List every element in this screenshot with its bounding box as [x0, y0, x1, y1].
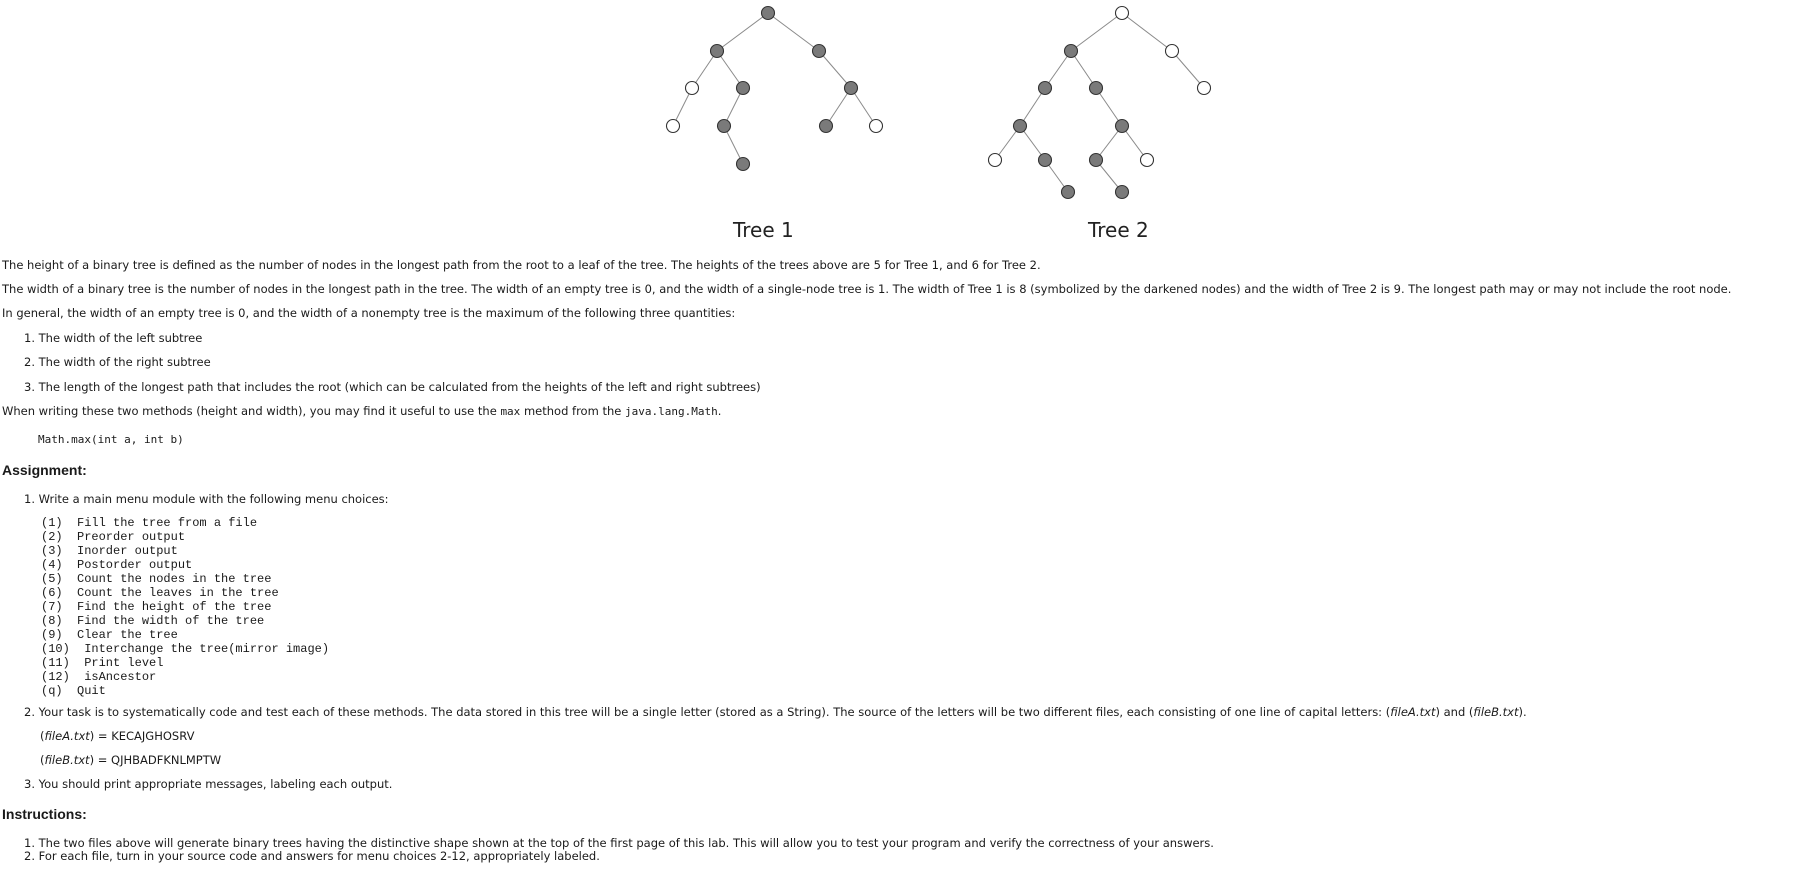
tree1-edge — [819, 51, 851, 88]
menu-choice: (11) Print level — [41, 656, 164, 670]
tree2-dark-node — [1116, 120, 1129, 133]
tree2-dark-node — [1062, 186, 1075, 199]
tree2-light-node — [1166, 45, 1179, 58]
general-definition: In general, the width of an empty tree is 0, and the width of a nonempty tree is the maximum of the following three quantities: — [2, 306, 736, 320]
quantity-item-2: 2. The width of the right subtree — [24, 355, 211, 369]
assignment-item-3: 3. You should print appropriate messages, labeling each output. — [24, 777, 393, 791]
menu-choice: (12) isAncestor — [41, 670, 157, 684]
tree2-light-node — [989, 154, 1002, 167]
tree2-light-node — [1198, 82, 1211, 95]
tree1-nodes — [667, 7, 883, 171]
fileB-contents: (fileB.txt) = QJHBADFKNLMPTW — [40, 753, 222, 767]
tree1-dark-node — [718, 120, 731, 133]
assignment-heading: Assignment: — [2, 462, 87, 478]
tree-diagrams — [0, 0, 1798, 230]
instruction-item-1: 1. The two files above will generate binary trees having the distinctive shape shown at the top of the first page of this lab. This will allow you to test your program and verify the correctness of your answers. — [24, 836, 1214, 850]
menu-choice: (1) Fill the tree from a file — [41, 516, 258, 530]
max-code: max — [500, 405, 521, 418]
tree1-light-node — [686, 82, 699, 95]
instruction-item-2: 2. For each file, turn in your source code and answers for menu choices 2-12, appropriately labeled. — [24, 849, 600, 863]
tree1-dark-node — [762, 7, 775, 20]
menu-choice: (3) Inorder output — [41, 544, 178, 558]
quantity-item-3: 3. The length of the longest path that includes the root (which can be calculated from the heights of the left and right subtrees) — [24, 380, 761, 394]
menu-choice: (2) Preorder output — [41, 530, 186, 544]
tree1-dark-node — [845, 82, 858, 95]
menu-choice: (4) Postorder output — [41, 558, 193, 572]
tree1-dark-node — [737, 82, 750, 95]
menu-choice: (10) Interchange the tree(mirror image) — [41, 642, 330, 656]
quantity-item-1: 1. The width of the left subtree — [24, 331, 203, 345]
tree2-dark-node — [1090, 154, 1103, 167]
tree1-dark-node — [820, 120, 833, 133]
tree1-label: Tree 1 — [733, 218, 794, 242]
tree1-dark-node — [813, 45, 826, 58]
math-package-code: java.lang.Math — [624, 405, 718, 418]
instructions-heading: Instructions: — [2, 806, 87, 822]
tree2-label: Tree 2 — [1088, 218, 1149, 242]
assignment-item-1: 1. Write a main menu module with the following menu choices: — [24, 492, 389, 506]
code-sample: Math.max(int a, int b) — [38, 433, 184, 446]
tree2-dark-node — [1065, 45, 1078, 58]
tree1-edge — [717, 13, 768, 51]
tree2-dark-node — [1116, 186, 1129, 199]
tree1-edge — [768, 13, 819, 51]
tree2-edge — [1172, 51, 1204, 88]
menu-choice: (5) Count the nodes in the tree — [41, 572, 272, 586]
width-definition: The width of a binary tree is the number of nodes in the longest path in the tree. The width of an empty tree is 0, and the width of a single-node tree is 1. The width of Tree 1 is 8 (symbolized by the darkened nodes) and the width of Tree 2 is 9. The longest path may or may not include the root node. — [2, 282, 1732, 296]
fileA-contents: (fileA.txt) = KECAJGHOSRV — [40, 729, 195, 743]
assignment-item-2: 2. Your task is to systematically code and test each of these methods. The data stored in this tree will be a single letter (stored as a String). The source of the letters will be two different files, each consisting of one line of capital letters: (fileA.txt) and (fileB.txt). — [24, 705, 1527, 719]
tree1-light-node — [667, 120, 680, 133]
tree2-dark-node — [1039, 82, 1052, 95]
tree2-light-node — [1116, 7, 1129, 20]
tree2-dark-node — [1014, 120, 1027, 133]
writing-note: When writing these two methods (height and width), you may find it useful to use the max method from the java.lang.Math. — [2, 404, 722, 418]
tree1-light-node — [870, 120, 883, 133]
menu-choice: (q) Quit — [41, 684, 106, 698]
height-definition: The height of a binary tree is defined as the number of nodes in the longest path from the root to a leaf of the tree. The heights of the trees above are 5 for Tree 1, and 6 for Tree 2. — [2, 258, 1041, 272]
tree2-dark-node — [1090, 82, 1103, 95]
tree2-dark-node — [1039, 154, 1052, 167]
menu-choices — [41, 516, 329, 698]
tree1-dark-node — [737, 158, 750, 171]
menu-choice: (6) Count the leaves in the tree — [41, 586, 279, 600]
menu-choice: (8) Find the width of the tree — [41, 614, 265, 628]
tree2-light-node — [1141, 154, 1154, 167]
menu-choice: (7) Find the height of the tree — [41, 600, 272, 614]
tree2-edge — [1071, 13, 1122, 51]
tree2-nodes — [989, 7, 1211, 199]
tree1-dark-node — [711, 45, 724, 58]
menu-choice: (9) Clear the tree — [41, 628, 178, 642]
tree2-edge — [1122, 13, 1172, 51]
